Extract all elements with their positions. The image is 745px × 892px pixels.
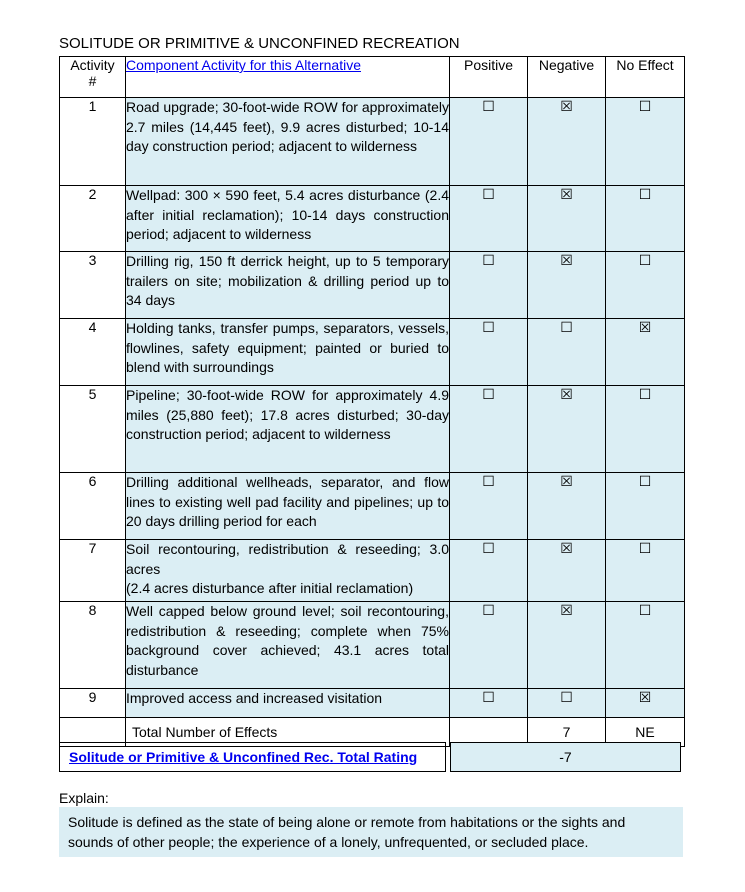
activity-number: 4 — [60, 319, 126, 386]
table-row — [60, 252, 685, 319]
header-row — [60, 57, 685, 98]
positive-cell — [450, 386, 528, 473]
negative-checkbox[interactable]: ☒ — [560, 541, 573, 557]
activity-description[interactable]: Drilling rig, 150 ft derrick height, up to 5 temporary trailers on site; mobilization & drilling period up to 34 days — [126, 252, 450, 319]
negative-cell — [528, 386, 606, 473]
explain-text[interactable]: Solitude is defined as the state of being alone or remote from habitations or the sights and sounds of other people; the experience of a lonely, unfrequented, or secluded place. — [59, 807, 683, 857]
negative-cell — [528, 602, 606, 689]
positive-checkbox[interactable]: ☐ — [482, 253, 495, 269]
positive-checkbox[interactable]: ☐ — [482, 187, 495, 203]
no-effect-checkbox[interactable]: ☐ — [638, 99, 652, 115]
negative-checkbox[interactable]: ☒ — [560, 387, 573, 403]
no-effect-checkbox[interactable]: ☐ — [638, 541, 652, 557]
no-effect-header: No Effect — [606, 57, 685, 98]
positive-cell — [450, 98, 528, 186]
activity-number-header — [60, 57, 126, 98]
negative-checkbox[interactable]: ☒ — [560, 187, 573, 203]
no-effect-checkbox[interactable]: ☐ — [638, 253, 652, 269]
negative-header: Negative — [528, 57, 606, 98]
activity-description[interactable]: Pipeline; 30-foot-wide ROW for approximately 4.9 miles (25,880 feet); 17.8 acres disturbed; 30-day construction period; adjacent to wilderness — [126, 386, 450, 473]
total-rating-link[interactable]: Solitude or Primitive & Unconfined Rec. Total Rating — [59, 742, 446, 772]
positive-cell — [450, 186, 528, 252]
no-effect-cell — [606, 473, 685, 540]
activity-number: 3 — [60, 252, 126, 319]
total-label: Total Number of Effects — [126, 718, 450, 747]
no-effect-checkbox[interactable]: ☒ — [638, 320, 652, 336]
positive-checkbox[interactable]: ☐ — [482, 320, 495, 336]
activity-description[interactable]: Road upgrade; 30-foot-wide ROW for approximately 2.7 miles (14,445 feet), 9.9 acres disturbed; 10-14 day construction period; adjacent to wilderness — [126, 98, 450, 186]
no-effect-cell — [606, 186, 685, 252]
activity-number: 5 — [60, 386, 126, 473]
no-effect-cell — [606, 540, 685, 602]
table-row — [60, 602, 685, 689]
activity-number: 6 — [60, 473, 126, 540]
total-no-effect: NE — [606, 718, 685, 747]
positive-checkbox[interactable]: ☐ — [482, 690, 495, 706]
activity-description[interactable]: Wellpad: 300 × 590 feet, 5.4 acres disturbance (2.4 after initial reclamation); 10-14 days construction period; adjacent to wilderness — [126, 186, 450, 252]
activity-number: 7 — [60, 540, 126, 602]
component-activity-link[interactable]: Component Activity for this Alternative — [126, 57, 361, 73]
table-row — [60, 386, 685, 473]
no-effect-cell — [606, 386, 685, 473]
negative-checkbox[interactable]: ☒ — [560, 99, 573, 115]
section-title: SOLITUDE OR PRIMITIVE & UNCONFINED RECREATION — [59, 35, 460, 52]
positive-cell — [450, 252, 528, 319]
total-negative: 7 — [528, 718, 606, 747]
negative-cell — [528, 473, 606, 540]
activity-description[interactable]: Holding tanks, transfer pumps, separators, vessels, flowlines, safety equipment; painted or buried to blend with surroundings — [126, 319, 450, 386]
no-effect-checkbox[interactable]: ☐ — [638, 387, 652, 403]
no-effect-checkbox[interactable]: ☐ — [638, 474, 652, 490]
no-effect-checkbox[interactable]: ☐ — [638, 603, 652, 619]
activity-number: 2 — [60, 186, 126, 252]
no-effect-cell — [606, 602, 685, 689]
positive-cell — [450, 319, 528, 386]
positive-cell — [450, 602, 528, 689]
negative-checkbox[interactable]: ☒ — [560, 603, 573, 619]
positive-checkbox[interactable]: ☐ — [482, 541, 495, 557]
activity-number: 9 — [60, 689, 126, 718]
positive-checkbox[interactable]: ☐ — [482, 474, 495, 490]
activity-description[interactable]: Well capped below ground level; soil recontouring, redistribution & reseeding; complete when 75% background cover achieved; 43.1 acres total disturbance — [126, 602, 450, 689]
positive-header: Positive — [450, 57, 528, 98]
explain-label: Explain: — [59, 790, 109, 806]
positive-cell — [450, 540, 528, 602]
table-row — [60, 689, 685, 718]
activity-description[interactable]: Drilling additional wellheads, separator, and flow lines to existing well pad facility and pipelines; up to 20 days drilling period for each — [126, 473, 450, 540]
no-effect-cell — [606, 252, 685, 319]
activity-number: 8 — [60, 602, 126, 689]
table-row — [60, 319, 685, 386]
effects-table — [59, 56, 685, 747]
negative-cell — [528, 319, 606, 386]
negative-cell — [528, 540, 606, 602]
no-effect-checkbox[interactable]: ☒ — [638, 690, 652, 706]
component-activity-header — [126, 57, 450, 98]
no-effect-cell — [606, 319, 685, 386]
no-effect-checkbox[interactable]: ☐ — [638, 187, 652, 203]
activity-description[interactable]: Improved access and increased visitation — [126, 689, 450, 718]
positive-cell — [450, 473, 528, 540]
activity-number: 1 — [60, 98, 126, 186]
negative-cell — [528, 252, 606, 319]
positive-checkbox[interactable]: ☐ — [482, 603, 495, 619]
table-row — [60, 473, 685, 540]
activity-header-line2: # — [88, 73, 97, 89]
no-effect-cell — [606, 689, 685, 718]
positive-cell — [450, 689, 528, 718]
table-row — [60, 98, 685, 186]
table-row — [60, 540, 685, 602]
positive-checkbox[interactable]: ☐ — [482, 387, 495, 403]
negative-cell — [528, 98, 606, 186]
table-row — [60, 186, 685, 252]
negative-cell — [528, 186, 606, 252]
negative-checkbox[interactable]: ☐ — [560, 320, 573, 336]
negative-cell — [528, 689, 606, 718]
activity-header-line1: Activity — [70, 57, 115, 73]
negative-checkbox[interactable]: ☒ — [560, 474, 573, 490]
positive-checkbox[interactable]: ☐ — [482, 99, 495, 115]
activity-description[interactable]: Soil recontouring, redistribution & reseeding; 3.0 acres (2.4 acres disturbance after initial reclamation) — [126, 540, 450, 602]
negative-checkbox[interactable]: ☒ — [560, 253, 573, 269]
no-effect-cell — [606, 98, 685, 186]
negative-checkbox[interactable]: ☐ — [560, 690, 573, 706]
total-rating-value: -7 — [450, 742, 681, 772]
